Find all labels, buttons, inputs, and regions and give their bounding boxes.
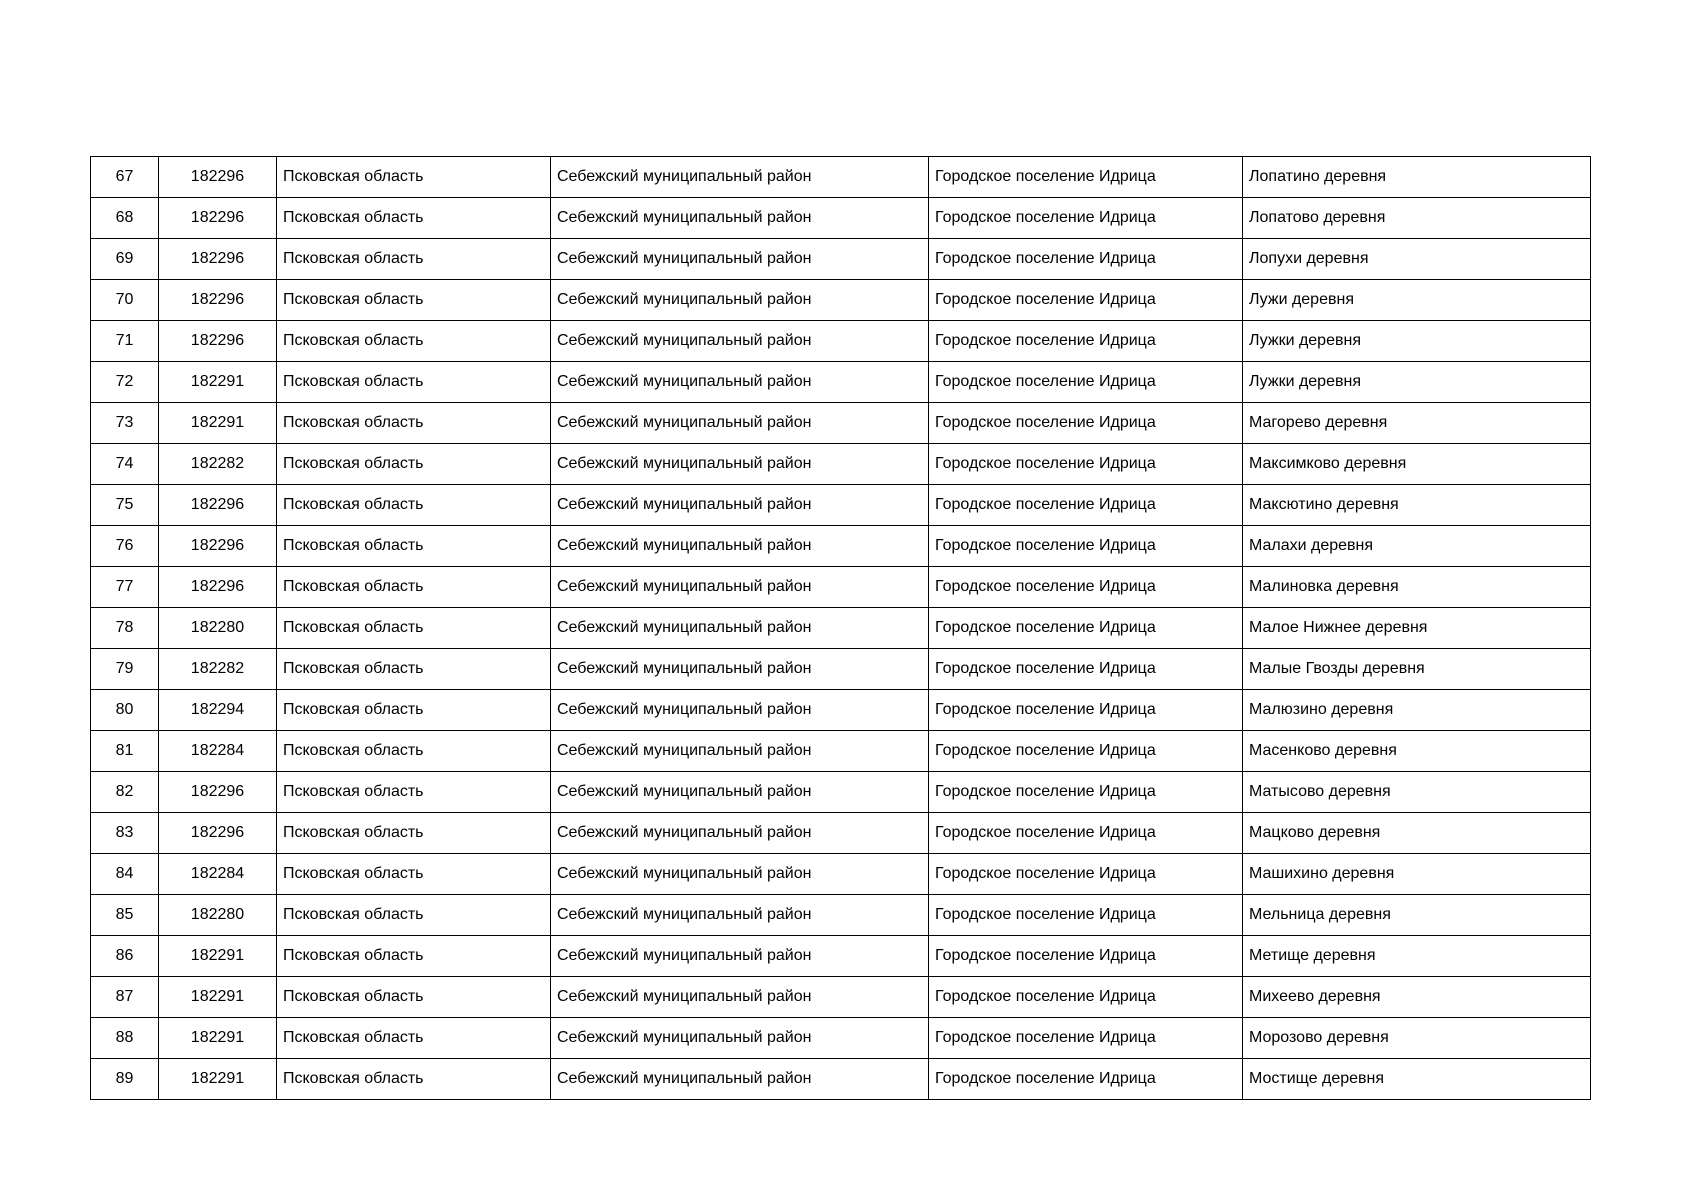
settlement-cell: Городское поселение Идрица: [929, 198, 1243, 239]
settlement-cell: Городское поселение Идрица: [929, 403, 1243, 444]
region-cell: Псковская область: [277, 1018, 551, 1059]
district-cell: Себежский муниципальный район: [551, 444, 929, 485]
settlement-cell: Городское поселение Идрица: [929, 321, 1243, 362]
row-number-cell: 68: [91, 198, 159, 239]
locality-cell: Лопухи деревня: [1243, 239, 1591, 280]
table-row: [91, 772, 1591, 813]
region-cell: Псковская область: [277, 239, 551, 280]
region-cell: Псковская область: [277, 895, 551, 936]
row-number-cell: 77: [91, 567, 159, 608]
table-row: [91, 321, 1591, 362]
postal-code-cell: 182296: [159, 321, 277, 362]
locality-cell: Малиновка деревня: [1243, 567, 1591, 608]
region-cell: Псковская область: [277, 731, 551, 772]
table-row: [91, 1059, 1591, 1100]
table-row: [91, 485, 1591, 526]
locality-cell: Малюзино деревня: [1243, 690, 1591, 731]
table-row: [91, 649, 1591, 690]
settlement-cell: Городское поселение Идрица: [929, 813, 1243, 854]
postal-code-cell: 182284: [159, 731, 277, 772]
postal-code-cell: 182282: [159, 649, 277, 690]
postal-code-cell: 182282: [159, 444, 277, 485]
locality-cell: Лужки деревня: [1243, 321, 1591, 362]
postal-code-cell: 182291: [159, 977, 277, 1018]
settlement-cell: Городское поселение Идрица: [929, 1018, 1243, 1059]
district-cell: Себежский муниципальный район: [551, 239, 929, 280]
locality-cell: Метище деревня: [1243, 936, 1591, 977]
region-cell: Псковская область: [277, 157, 551, 198]
table-body: [91, 157, 1591, 1100]
settlement-cell: Городское поселение Идрица: [929, 239, 1243, 280]
settlement-cell: Городское поселение Идрица: [929, 977, 1243, 1018]
settlement-cell: Городское поселение Идрица: [929, 157, 1243, 198]
settlement-cell: Городское поселение Идрица: [929, 854, 1243, 895]
settlement-cell: Городское поселение Идрица: [929, 895, 1243, 936]
postal-code-cell: 182296: [159, 772, 277, 813]
row-number-cell: 79: [91, 649, 159, 690]
district-cell: Себежский муниципальный район: [551, 362, 929, 403]
region-cell: Псковская область: [277, 1059, 551, 1100]
locality-cell: Магорево деревня: [1243, 403, 1591, 444]
settlement-cell: Городское поселение Идрица: [929, 280, 1243, 321]
settlement-cell: Городское поселение Идрица: [929, 608, 1243, 649]
region-cell: Псковская область: [277, 198, 551, 239]
row-number-cell: 76: [91, 526, 159, 567]
postal-code-cell: 182291: [159, 936, 277, 977]
table-row: [91, 362, 1591, 403]
row-number-cell: 78: [91, 608, 159, 649]
row-number-cell: 82: [91, 772, 159, 813]
locality-cell: Максимково деревня: [1243, 444, 1591, 485]
settlements-table: [90, 156, 1591, 1100]
row-number-cell: 88: [91, 1018, 159, 1059]
postal-code-cell: 182280: [159, 895, 277, 936]
table-row: [91, 895, 1591, 936]
row-number-cell: 75: [91, 485, 159, 526]
locality-cell: Машихино деревня: [1243, 854, 1591, 895]
district-cell: Себежский муниципальный район: [551, 977, 929, 1018]
region-cell: Псковская область: [277, 772, 551, 813]
postal-code-cell: 182296: [159, 567, 277, 608]
row-number-cell: 73: [91, 403, 159, 444]
table-row: [91, 444, 1591, 485]
table-row: [91, 1018, 1591, 1059]
region-cell: Псковская область: [277, 936, 551, 977]
table-row: [91, 157, 1591, 198]
row-number-cell: 80: [91, 690, 159, 731]
settlement-cell: Городское поселение Идрица: [929, 444, 1243, 485]
table-row: [91, 936, 1591, 977]
row-number-cell: 72: [91, 362, 159, 403]
postal-code-cell: 182291: [159, 403, 277, 444]
table-row: [91, 690, 1591, 731]
postal-code-cell: 182296: [159, 239, 277, 280]
district-cell: Себежский муниципальный район: [551, 485, 929, 526]
region-cell: Псковская область: [277, 485, 551, 526]
locality-cell: Лужки деревня: [1243, 362, 1591, 403]
region-cell: Псковская область: [277, 813, 551, 854]
region-cell: Псковская область: [277, 690, 551, 731]
postal-code-cell: 182291: [159, 1059, 277, 1100]
locality-cell: Масенково деревня: [1243, 731, 1591, 772]
row-number-cell: 83: [91, 813, 159, 854]
district-cell: Себежский муниципальный район: [551, 608, 929, 649]
locality-cell: Морозово деревня: [1243, 1018, 1591, 1059]
row-number-cell: 84: [91, 854, 159, 895]
postal-code-cell: 182296: [159, 485, 277, 526]
table-row: [91, 239, 1591, 280]
row-number-cell: 71: [91, 321, 159, 362]
postal-code-cell: 182296: [159, 813, 277, 854]
district-cell: Себежский муниципальный район: [551, 895, 929, 936]
postal-code-cell: 182296: [159, 526, 277, 567]
postal-code-cell: 182284: [159, 854, 277, 895]
region-cell: Псковская область: [277, 854, 551, 895]
row-number-cell: 86: [91, 936, 159, 977]
table-row: [91, 731, 1591, 772]
table-row: [91, 608, 1591, 649]
settlement-cell: Городское поселение Идрица: [929, 526, 1243, 567]
locality-cell: Мацково деревня: [1243, 813, 1591, 854]
locality-cell: Лужи деревня: [1243, 280, 1591, 321]
settlement-cell: Городское поселение Идрица: [929, 690, 1243, 731]
region-cell: Псковская область: [277, 403, 551, 444]
district-cell: Себежский муниципальный район: [551, 649, 929, 690]
table-row: [91, 977, 1591, 1018]
locality-cell: Малахи деревня: [1243, 526, 1591, 567]
postal-code-cell: 182296: [159, 157, 277, 198]
region-cell: Псковская область: [277, 608, 551, 649]
region-cell: Псковская область: [277, 280, 551, 321]
district-cell: Себежский муниципальный район: [551, 690, 929, 731]
settlement-cell: Городское поселение Идрица: [929, 731, 1243, 772]
locality-cell: Мельница деревня: [1243, 895, 1591, 936]
region-cell: Псковская область: [277, 649, 551, 690]
settlement-cell: Городское поселение Идрица: [929, 567, 1243, 608]
table-row: [91, 403, 1591, 444]
table-row: [91, 813, 1591, 854]
district-cell: Себежский муниципальный район: [551, 731, 929, 772]
locality-cell: Малые Гвозды деревня: [1243, 649, 1591, 690]
district-cell: Себежский муниципальный район: [551, 854, 929, 895]
locality-cell: Малое Нижнее деревня: [1243, 608, 1591, 649]
locality-cell: Лопатино деревня: [1243, 157, 1591, 198]
locality-cell: Михеево деревня: [1243, 977, 1591, 1018]
district-cell: Себежский муниципальный район: [551, 1059, 929, 1100]
table-row: [91, 280, 1591, 321]
table-row: [91, 526, 1591, 567]
postal-code-cell: 182291: [159, 1018, 277, 1059]
region-cell: Псковская область: [277, 321, 551, 362]
region-cell: Псковская область: [277, 444, 551, 485]
settlement-cell: Городское поселение Идрица: [929, 936, 1243, 977]
table-row: [91, 567, 1591, 608]
table-row: [91, 198, 1591, 239]
settlement-cell: Городское поселение Идрица: [929, 485, 1243, 526]
row-number-cell: 81: [91, 731, 159, 772]
locality-cell: Максютино деревня: [1243, 485, 1591, 526]
postal-code-cell: 182291: [159, 362, 277, 403]
row-number-cell: 74: [91, 444, 159, 485]
postal-code-cell: 182294: [159, 690, 277, 731]
district-cell: Себежский муниципальный район: [551, 280, 929, 321]
postal-code-cell: 182280: [159, 608, 277, 649]
table-row: [91, 854, 1591, 895]
row-number-cell: 85: [91, 895, 159, 936]
district-cell: Себежский муниципальный район: [551, 1018, 929, 1059]
locality-cell: Лопатово деревня: [1243, 198, 1591, 239]
district-cell: Себежский муниципальный район: [551, 157, 929, 198]
postal-code-cell: 182296: [159, 198, 277, 239]
locality-cell: Мостище деревня: [1243, 1059, 1591, 1100]
row-number-cell: 89: [91, 1059, 159, 1100]
region-cell: Псковская область: [277, 567, 551, 608]
settlement-cell: Городское поселение Идрица: [929, 1059, 1243, 1100]
row-number-cell: 69: [91, 239, 159, 280]
district-cell: Себежский муниципальный район: [551, 526, 929, 567]
district-cell: Себежский муниципальный район: [551, 321, 929, 362]
district-cell: Себежский муниципальный район: [551, 198, 929, 239]
settlement-cell: Городское поселение Идрица: [929, 649, 1243, 690]
district-cell: Себежский муниципальный район: [551, 567, 929, 608]
settlement-cell: Городское поселение Идрица: [929, 772, 1243, 813]
district-cell: Себежский муниципальный район: [551, 772, 929, 813]
region-cell: Псковская область: [277, 362, 551, 403]
row-number-cell: 87: [91, 977, 159, 1018]
settlement-cell: Городское поселение Идрица: [929, 362, 1243, 403]
region-cell: Псковская область: [277, 977, 551, 1018]
locality-cell: Матысово деревня: [1243, 772, 1591, 813]
region-cell: Псковская область: [277, 526, 551, 567]
district-cell: Себежский муниципальный район: [551, 936, 929, 977]
district-cell: Себежский муниципальный район: [551, 813, 929, 854]
district-cell: Себежский муниципальный район: [551, 403, 929, 444]
postal-code-cell: 182296: [159, 280, 277, 321]
row-number-cell: 67: [91, 157, 159, 198]
row-number-cell: 70: [91, 280, 159, 321]
